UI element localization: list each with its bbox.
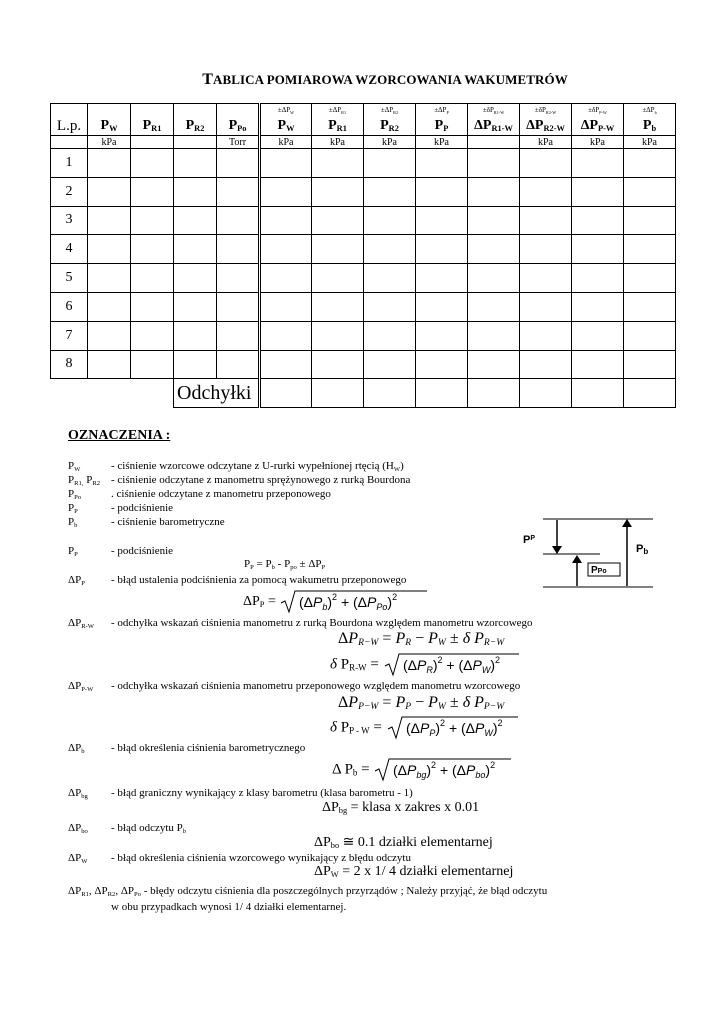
data-cell[interactable] <box>416 235 468 264</box>
def-pw: $P_W$ - ciśnienie wzorcowe odczytane z U-rurki wypełnionej rtęcią $(H_W)$ <box>68 460 404 473</box>
deviation-cell[interactable] <box>364 379 416 408</box>
data-cell[interactable] <box>520 235 572 264</box>
def-pr: $P_{R1,}$ $P_{R2}$ - ciśnienie odczytane z manometru sprężynowego z rurką Bourdona <box>68 474 411 487</box>
data-cell[interactable] <box>364 321 416 350</box>
table-row <box>51 235 676 264</box>
data-cell[interactable] <box>520 149 572 178</box>
col-header: $P_{R2}$ <box>364 118 416 136</box>
data-cell[interactable] <box>520 206 572 235</box>
err-label: $\pm\delta P_{R2-W}$ <box>520 104 572 118</box>
table-row <box>51 350 676 379</box>
err-label: $\pm\Delta P_{R2}$ <box>364 104 416 118</box>
data-cell[interactable] <box>88 264 131 293</box>
label-pp: $P^P$ <box>523 534 536 546</box>
data-cell[interactable] <box>174 292 217 321</box>
data-cell[interactable] <box>416 292 468 321</box>
section-title: OZNACZENIA : <box>68 428 171 443</box>
svg-text:(ΔPbg)2 + (ΔPbo)2: $(\Delta P_{bg})^2 + (\Delta P_{bo})^2$ <box>393 760 496 780</box>
data-cell[interactable] <box>217 264 260 293</box>
table-row <box>51 206 676 235</box>
data-cell[interactable] <box>260 264 312 293</box>
formula-dppw: $\Delta P_{P-W} = P_P - P_W \pm \delta$ $P_{P-W}$ <box>338 694 505 712</box>
data-cell[interactable] <box>260 321 312 350</box>
data-cell[interactable] <box>572 321 624 350</box>
data-cell[interactable] <box>520 177 572 206</box>
data-cell[interactable] <box>174 321 217 350</box>
data-cell[interactable] <box>174 149 217 178</box>
unit-cell: kPa <box>416 136 468 149</box>
data-cell[interactable] <box>624 350 676 379</box>
data-cell[interactable] <box>572 350 624 379</box>
col-header: $P_W$ <box>260 118 312 136</box>
data-cell[interactable] <box>131 206 174 235</box>
data-cell[interactable] <box>131 350 174 379</box>
row-number: 4 <box>51 235 88 264</box>
data-cell[interactable] <box>572 235 624 264</box>
unit-cell <box>131 136 174 149</box>
deviation-row <box>51 379 676 408</box>
data-cell[interactable] <box>624 321 676 350</box>
data-cell[interactable] <box>520 264 572 293</box>
deviation-cell[interactable] <box>520 379 572 408</box>
data-cell[interactable] <box>572 149 624 178</box>
data-cell[interactable] <box>260 206 312 235</box>
data-cell[interactable] <box>131 292 174 321</box>
data-cell[interactable] <box>312 350 364 379</box>
data-cell[interactable] <box>131 149 174 178</box>
data-cell[interactable] <box>416 321 468 350</box>
data-cell[interactable] <box>131 235 174 264</box>
def-pp: $P_P$ - podciśnienie <box>68 502 174 515</box>
table-row <box>51 149 676 178</box>
unit-cell: Torr <box>217 136 260 149</box>
data-cell[interactable] <box>364 206 416 235</box>
err-label: $\pm\Delta P_{R1}$ <box>312 104 364 118</box>
formula-dpbg: $\Delta P_{bg}$ = klasa x zakres x 0.01 <box>322 800 480 815</box>
error-header-row <box>51 104 676 118</box>
data-cell[interactable] <box>217 235 260 264</box>
col-header: $P_{R2}$ <box>174 118 217 136</box>
data-cell[interactable] <box>174 264 217 293</box>
deviation-cell[interactable] <box>624 379 676 408</box>
col-header: $\Delta P_{R1-W}$ <box>468 118 520 136</box>
data-cell[interactable] <box>572 292 624 321</box>
data-cell[interactable] <box>364 149 416 178</box>
row-number: 5 <box>51 264 88 293</box>
data-cell[interactable] <box>624 292 676 321</box>
formula-dpb: Δ $P_b$ = $(\Delta P_{bg})^2 + (\Delta P_{bo})^2$ <box>332 757 513 783</box>
formula-delta-ppw: δ $P_{P - W}$ = $(\Delta P_P)^2 + (\Delta P_W)^2$ <box>330 715 520 741</box>
data-cell[interactable] <box>260 177 312 206</box>
data-cell[interactable] <box>416 177 468 206</box>
col-header: $\Delta P_{R2-W}$ <box>520 118 572 136</box>
data-cell[interactable] <box>88 321 131 350</box>
col-header: $\Delta P_{P-W}$ <box>572 118 624 136</box>
unit-cell: kPa <box>624 136 676 149</box>
data-cell[interactable] <box>260 292 312 321</box>
data-cell[interactable] <box>217 149 260 178</box>
sqrt-formula-dpp <box>279 589 429 615</box>
data-cell[interactable] <box>174 350 217 379</box>
data-cell[interactable] <box>624 264 676 293</box>
data-cell[interactable] <box>520 350 572 379</box>
data-cell[interactable] <box>624 206 676 235</box>
data-cell[interactable] <box>468 350 520 379</box>
page-title: TABLICA POMIAROWA WZORCOWANIA WAKUMETRÓW <box>202 71 568 88</box>
row-number: 8 <box>51 350 88 379</box>
deviation-cell[interactable] <box>416 379 468 408</box>
data-cell[interactable] <box>520 292 572 321</box>
data-cell[interactable] <box>468 177 520 206</box>
formula-dprw: $\Delta P_{R-W} = P_R - P_W \pm \delta$ $P_{R-W}$ <box>338 630 505 648</box>
data-cell[interactable] <box>312 177 364 206</box>
err-label: $\pm\Delta P_P$ <box>416 104 468 118</box>
lp-header: L.p. <box>51 118 88 136</box>
data-cell[interactable] <box>217 321 260 350</box>
deviation-cell[interactable] <box>468 379 520 408</box>
data-cell[interactable] <box>88 292 131 321</box>
data-cell[interactable] <box>572 177 624 206</box>
unit-cell: kPa <box>572 136 624 149</box>
formula-pp: $P_P = P_b - P_{po} \pm \Delta P_P$ <box>244 558 326 571</box>
col-header: $P_b$ <box>624 118 676 136</box>
svg-text:(ΔPb)2 + (ΔPPo)2: $(\Delta P_b)^2 + (\Delta P_{Po})^2$ <box>299 592 398 612</box>
data-cell[interactable] <box>260 350 312 379</box>
row-number: 6 <box>51 292 88 321</box>
sqrt-formula-ppw <box>386 715 520 741</box>
data-cell[interactable] <box>468 149 520 178</box>
row-number: 1 <box>51 149 88 178</box>
data-cell[interactable] <box>624 149 676 178</box>
data-cell[interactable] <box>260 235 312 264</box>
col-header: $P_W$ <box>88 118 131 136</box>
data-cell[interactable] <box>520 321 572 350</box>
row-number: 2 <box>51 177 88 206</box>
svg-text:(ΔPP)2 + (ΔPW)2: $(\Delta P_P)^2 + (\Delta P_W)^2$ <box>405 718 503 738</box>
row-number: 7 <box>51 321 88 350</box>
svg-text:(ΔPR)2 + (ΔPW)2: $(\Delta P_R)^2 + (\Delta P_W)^2$ <box>402 655 500 675</box>
err-label: $\pm\delta P_{R1-W}$ <box>468 104 520 118</box>
column-header-row <box>51 118 676 136</box>
data-cell[interactable] <box>131 321 174 350</box>
sqrt-formula-prw <box>383 652 521 678</box>
def-dpw: $\Delta P_W$ - błąd określenia ciśnienia wzorcowego wynikający z błędu odczytu <box>68 852 411 865</box>
data-cell[interactable] <box>468 321 520 350</box>
def-dpbo: $\Delta P_{bo}$ - błąd odczytu $P_b$ <box>68 822 187 835</box>
col-header: $P_{Po}$ <box>217 118 260 136</box>
deviation-label: Odchyłki <box>174 379 260 408</box>
data-cell[interactable] <box>131 177 174 206</box>
def-dprw: $\Delta P_{R-W}$ - odchyłka wskazań ciśnienia manometru z rurką Bourdona względem manometru wzorcowego <box>68 617 533 630</box>
unit-cell <box>174 136 217 149</box>
data-cell[interactable] <box>468 292 520 321</box>
formula-dpbo: $\Delta P_{bo}$ ≅ 0.1 działki elementarnej <box>314 835 493 850</box>
col-header: $P_P$ <box>416 118 468 136</box>
data-cell[interactable] <box>88 149 131 178</box>
def-dpb: $\Delta P_b$ - błąd określenia ciśnienia barometrycznego <box>68 742 306 755</box>
data-cell[interactable] <box>217 292 260 321</box>
data-cell[interactable] <box>312 206 364 235</box>
unit-cell: kPa <box>312 136 364 149</box>
err-label: $\pm\Delta P_b$ <box>624 104 676 118</box>
table-row <box>51 177 676 206</box>
measurement-table <box>50 103 676 408</box>
data-cell[interactable] <box>364 235 416 264</box>
col-header: $P_{R1}$ <box>131 118 174 136</box>
arrow-pb-head <box>622 519 632 527</box>
data-cell[interactable] <box>416 264 468 293</box>
data-cell[interactable] <box>217 206 260 235</box>
data-cell[interactable] <box>364 292 416 321</box>
data-cell[interactable] <box>88 235 131 264</box>
label-pb: Pb <box>636 543 649 556</box>
err-label: $\pm\Delta P_W$ <box>260 104 312 118</box>
data-cell[interactable] <box>217 350 260 379</box>
deviation-cell[interactable] <box>312 379 364 408</box>
data-cell[interactable] <box>88 350 131 379</box>
data-cell[interactable] <box>416 149 468 178</box>
table-row <box>51 292 676 321</box>
err-label: $\pm\delta P_{P-W}$ <box>572 104 624 118</box>
unit-cell: kPa <box>260 136 312 149</box>
formula-dpw: $\Delta P_W = 2$ x 1/ 4 działki elementarnej <box>314 864 514 879</box>
data-cell[interactable] <box>468 206 520 235</box>
def-dpbg: $\Delta P_{bg}$ - błąd graniczny wynikający z klasy barometru (klasa barometru - 1) <box>68 787 413 800</box>
unit-cell: kPa <box>520 136 572 149</box>
data-cell[interactable] <box>624 177 676 206</box>
data-cell[interactable] <box>468 235 520 264</box>
data-cell[interactable] <box>174 206 217 235</box>
data-cell[interactable] <box>312 264 364 293</box>
unit-cell: kPa <box>88 136 131 149</box>
data-cell[interactable] <box>312 321 364 350</box>
data-cell[interactable] <box>468 264 520 293</box>
unit-cell: kPa <box>364 136 416 149</box>
data-cell[interactable] <box>312 149 364 178</box>
def-pp-2: $P_P$ - podciśnienie <box>68 545 174 558</box>
unit-cell <box>468 136 520 149</box>
unit-row <box>51 136 676 149</box>
data-cell[interactable] <box>364 177 416 206</box>
data-cell[interactable] <box>364 350 416 379</box>
def-last: $\Delta P_{R1}$, $\Delta P_{R2}$, $\Delta P_{Po}$ - błędy odczytu ciśnienia dla poszczególnych przyrządów ; Należy przyjąć, że błąd odczytu w obu przypadkach wynosi 1/ 4 działki elementarnej. <box>68 885 548 913</box>
data-cell[interactable] <box>312 292 364 321</box>
data-cell[interactable] <box>572 206 624 235</box>
table-row <box>51 321 676 350</box>
data-cell[interactable] <box>217 177 260 206</box>
data-cell[interactable] <box>364 264 416 293</box>
data-cell[interactable] <box>88 177 131 206</box>
sqrt-formula-pb <box>373 757 513 783</box>
def-ppo: $P_{Po}$ . ciśnienie odczytane z manometru przeponowego <box>68 488 331 501</box>
def-dpp: $\Delta P_P$ - błąd ustalenia podciśnienia za pomocą wakumetru przeponowego <box>68 574 407 587</box>
data-cell[interactable] <box>416 350 468 379</box>
data-cell[interactable] <box>572 264 624 293</box>
arrow-ppo-head <box>572 555 582 563</box>
label-ppo: PPo <box>591 565 607 576</box>
data-cell[interactable] <box>312 235 364 264</box>
data-cell[interactable] <box>174 177 217 206</box>
deviation-cell[interactable] <box>260 379 312 408</box>
table-row <box>51 264 676 293</box>
data-cell[interactable] <box>131 264 174 293</box>
def-pb: $P_b$ - ciśnienie barometryczne <box>68 516 225 529</box>
arrow-pp-head <box>552 546 562 554</box>
def-dppw: $\Delta P_{P-W}$ - odchyłka wskazań ciśnienia manometru przeponowego względem manometru wzorcowego <box>68 680 521 693</box>
formula-delta-prw: δ $P_{R-W}$ = $(\Delta P_R)^2 + (\Delta P_W)^2$ <box>330 652 521 678</box>
data-cell[interactable] <box>416 206 468 235</box>
data-cell[interactable] <box>624 235 676 264</box>
data-cell[interactable] <box>88 206 131 235</box>
formula-dpp: $\Delta P_P$ = $(\Delta P_b)^2 + (\Delta P_{Po})^2$ <box>243 589 429 615</box>
deviation-cell[interactable] <box>572 379 624 408</box>
data-cell[interactable] <box>260 149 312 178</box>
col-header: $P_{R1}$ <box>312 118 364 136</box>
pressure-diagram <box>505 510 665 600</box>
row-number: 3 <box>51 206 88 235</box>
data-cell[interactable] <box>174 235 217 264</box>
